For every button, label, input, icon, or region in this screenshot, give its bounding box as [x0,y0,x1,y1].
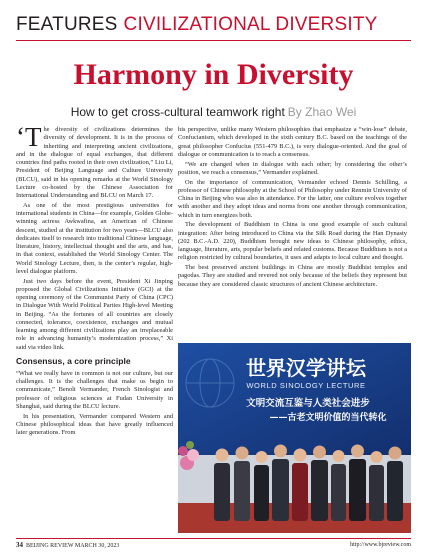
subsection-label: CIVILIZATIONAL DIVERSITY [123,14,378,35]
paragraph: The best preserved ancient buildings in China are mostly Buddhist temples and pagodas. They are studied and revered not only because of the beliefs they represent but because they are considered classic structures of ancient Chinese architecture. [178,264,407,288]
article-deck [0,105,427,120]
section-title [16,14,378,36]
deck-text: How to get cross-cultural teamwork right [70,105,285,119]
paragraph: On the importance of communication, Vermander echoed Dennis Schilling, a professor of Chinese philosophy at the School of Philosophy under Renmin University of China in Beijing who was also in attendance. For the latter, one culture evolves together with another and they adopt ideas and norms from one another through communication, which in turn energizes both. [178,178,407,219]
article-headline: Harmony in Diversity [73,58,354,91]
left-column [16,122,173,439]
right-column [178,126,407,290]
magazine-name: BEIJING REVIEW MARCH 30, 2023 [26,543,120,549]
paragraph: ‘The diversity of civilizations determines the diversity of development. It is in the process of inheriting and interpreting ancient civilizations, and in the dialogue of equal exchanges, that different countries find paths rooted in their own civilization,” Liu Li, President of Beijing Language and Culture University (BLCU), said in his opening remarks at the World Sinology Lecture co-hosted by the Chinese Association for International Understanding and BLCU on March 17. [16,122,173,199]
page-number: 34 [16,541,23,549]
banner-title-en: WORLD SINOLOGY LECTURE [246,381,366,390]
footer-url: http://www.bjreview.com [350,542,411,548]
section-label: FEATURES [16,14,118,35]
header-rule [16,40,411,41]
paragraph: “What we really have in common is not our culture, but our challenges. It is the challenges that make us begin to communicate,” Benoît Vermander, French Sinologist and professor of religious sciences at Fudan University in Shanghai, said during the BLCU lecture. [16,369,173,410]
footer-rule [16,538,411,539]
paragraph: The development of Buddhism in China is one good example of such cultural integration: After being introduced to China via the Silk Road during the Han Dynasty (202 B.C.-A.D. 220), Buddhism brought new ideas to Chinese philosophy, ethics, language, literature, arts, popular beliefs and related customs. Because Buddhism is not a religion restricted by cultural boundaries, it uses and adapts to local culture and thought. [178,221,407,262]
section-subhead: Consensus, a core principle [16,355,131,366]
page-header [16,14,411,40]
banner-title-cn: 世界汉学讲坛 [246,356,366,380]
drop-cap: ‘T [16,122,42,152]
paragraph: Just two days before the event, President Xi Jinping proposed the Global Civilizations Initiative (GCI) at the opening ceremony of the Communist Party of China (CPC) in Dialogue With World Political Parties High-level Meeting in Beijing. “As the fortunes of all countries are closely connected, tolerance, coexistence, exchanges and mutual learning among different civilizations play an irreplaceable role in advancing humanity’s modernization process,” Xi said via video link. [16,277,173,351]
banner-line-1: 文明交流互鉴与人类社会进步 [246,398,370,409]
footer-folio [16,541,119,550]
banner-line-2: ——古老文明价值的当代转化 [269,413,387,423]
paragraph: his perspective, unlike many Western philosophies that emphasize a “win-lose” debate, Confucianism, which developed in the sixth century B.C. based on the teachings of the great philosopher Confucius (551-479 B.C.), is very dialogue-oriented. And the goal of dialogue or communication is to reach a consensus. [178,126,407,158]
paragraph: “We are changed when in dialogue with each other; by considering the other’s position, we reach a consensus,” Vermander explained. [178,160,407,176]
event-photo [178,343,411,533]
paragraph: In his presentation, Vermander compared Western and Chinese philosophical ideas that have greatly influenced later generations. From [16,412,173,436]
byline: By Zhao Wei [287,105,357,119]
paragraph: As one of the most prestigious universities for international students in China—for example, Golden Globe-winning actress Awkwafina, an American of Chinese descent, studied at the institution for two years—BLCU also dedicates itself to research into traditional Chinese language, literature, history, intellectual thought and the arts, and has, in that context, established the World Sinology Center. The World Sinology Lecture, then, is the center’s regular, high-level dialogue platform. [16,201,173,275]
